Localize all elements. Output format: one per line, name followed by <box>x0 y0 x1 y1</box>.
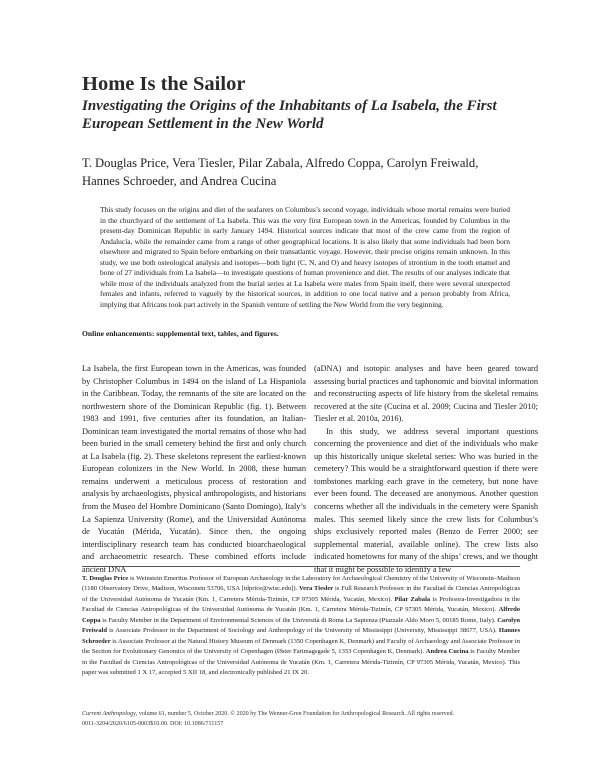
affiliation-text: is Weinstein Emeritus Professor of European Archaeology in the Laboratory for Archaeological Chemistry of the University of Wisconsin–Madison (1180 Observatory Drive, Madison, Wisconsin 53706, USA [tdprice@wisc.edu]). <box>82 575 520 593</box>
affiliation-name: Vera Tiesler <box>299 585 334 593</box>
body-column-right <box>314 363 538 576</box>
affiliation-text: is Faculty Member in the Facultad de Ciencias Antropológicas of the Universidad Autónoma de Yucatán (Km. 1, Carretera Mérida-Tizimín, CP 97305 Mérida, Yucatán, Mexico). This paper was submitted 1 X 17, accepted 5 XII 18, and electronically published 21 IX 20. <box>82 648 520 677</box>
affiliation-name: T. Douglas Price <box>82 575 129 582</box>
affiliation-text: is Associate Professor in the Department of Sociology and Anthropology of the University of Mississippi (University, Mississippi 38677, USA). <box>106 627 499 635</box>
journal-name: Current Anthropology <box>82 711 136 717</box>
paragraph: La Isabela, the first European town in the Americas, was founded by Christopher Columbus in 1494 on the island of La Hispaniola in the Caribbean. Today, the remnants of the site are located on the northwestern shore of the Dominican Republic (fig. 1). Between 1983 and 1991, five centuries after its foundation, an Italian-Dominican team investigated the mortal remains of those who had been buried in the small cemetery behind the first and only church at La Isabela (fig. 2). These skeletons represent the earliest-known European colonizers in the New World. In 2008, these human remains underwent a meticulous process of restoration and analysis by archaeologists, physical anthropologists, and historians from the Museo del Hombre Dominicano (Santo Domingo), Italy’s La Sapienza University (Rome), and the Universidad Autónoma de Yucatán (Mérida, Yucatán). Since then, the ongoing interdisciplinary research team has conducted bioarchaeological and archaeometric research. These combined efforts include ancient DNA <box>82 364 306 574</box>
author-line: Hannes Schroeder, and Andrea Cucina <box>82 174 277 188</box>
abstract: This study focuses on the origins and diet of the seafarers on Columbus’s second voyage, individuals whose mortal remains were buried in the churchyard of the settlement of La Isabela. This was the very first European town in the Americas, founded by Columbus in the present-day Dominican Republic in early January 1494. Historical sources indicate that most of the crew came from the region of Andalucía, while the remainder came from a range of other geographical locations. It is also likely that some individuals had been born elsewhere and migrated to Spain before embarking on their transatlantic voyage. However, their precise origins remain unknown. In this study, we use both osteological analysis and isotopes—both light (C, N, and O) and heavy isotopes of strontium in the tooth enamel and bone of 27 individuals from La Isabela—to investigate questions of human provenience and diet. The results of our analyses indicate that while most of the individuals analyzed from the burial series at La Isabela were males from Spain itself, there were several unexpected females and infants, referred to vaguely by the historical sources, in addition to one local native and a person probably from Africa, implying that Africans took part actively in the Spanish venture of settling the New World from the very beginning. <box>100 205 510 309</box>
article-subtitle: Investigating the Origins of the Inhabitants of La Isabela, the First European Settlement in the New World <box>82 98 497 132</box>
publication-line <box>82 710 522 720</box>
affiliation-text: is Faculty Member in the Department of Environmental Sciences of the Università di Roma La Sapienza (Piazzale Aldo Moro 5, 00185 Rome, Italy). <box>100 616 498 624</box>
author-list <box>82 154 522 190</box>
affiliation-name: Hannes Schroeder <box>82 627 520 645</box>
article-title: Home Is the Sailor <box>82 73 246 95</box>
publication-info <box>82 710 522 729</box>
affiliation-text: is Profesora-Investigadora in the Facultad de Ciencias Antropológicas of the Universidad Autónoma de Yucatán (Km. 1, Carretera Mérida-Tizimín, CP 97305 Mérida, Yucatán, Mexico). <box>82 595 521 614</box>
paragraph: In this study, we address several important questions concerning the provenience and diet of the individuals who make up this historically unique skeletal series: Who was buried in the cemetery? This would be a straightforward question if there were tombstones marking each grave in the cemetery, but none have ever been found. The deceased are anonymous. Another question concerns whether all the individuals in the cemetery were Spanish males. This seemed likely since the crew lists for Columbus’s ships exclusively reported males (Benzo de Ferrer 2000; see supplemental material, available online). The crew lists also indicated hometowns for many of the ships’ crews, and we thought that it might be possible to identify a few <box>314 426 538 574</box>
author-affiliations <box>82 574 520 679</box>
affiliation-name: Carolyn Freiwald <box>82 616 520 635</box>
footnote-divider <box>82 566 520 567</box>
affiliation-text: is Full Research Professor in the Facultad de Ciencias Antropológicas of the Universidad Autónoma de Yucatán (Km. 1, Carretera Mérida-Tizimín, CP 97305 Mérida, Yucatán, Mexico). <box>82 585 520 603</box>
body-column-left <box>82 363 306 576</box>
affiliation-name: Pilar Zabala <box>394 595 431 603</box>
affiliation-name: Alfredo Coppa <box>82 606 520 624</box>
affiliation-text: is Associate Professor at the Natural History Museum of Denmark (1350 Copenhagen K, Denmark) and Faculty of Archaeology and Associate Professor in the Section for Evolutionary Genomics of the University of Copenhagen (Øster Farimagsgade 5, 1353 Copenhagen K, Denmark). <box>82 637 520 656</box>
paragraph: (aDNA) and isotopic analyses and have been geared toward assessing burial practices and taphonomic and biovital information and reconstructing aspects of life history from the skeletal remains recovered at the site (Cucina et al. 2009; Cucina and Tiesler 2010; Tiesler et al. 2010a, 2016). <box>314 364 538 424</box>
affiliation-name: Andrea Cucina <box>425 648 469 656</box>
doi-line: 0011-3204/2020/6105-0003$10.00. DOI: 10.1086/711157 <box>82 720 224 727</box>
author-line: T. Douglas Price, Vera Tiesler, Pilar Zabala, Alfredo Coppa, Carolyn Freiwald, <box>82 156 479 170</box>
online-enhancements-note: Online enhancements: supplemental text, tables, and figures. <box>82 329 279 338</box>
publication-details: , volume 61, number 5, October 2020. © 2020 by The Wenner-Gren Foundation for Anthropological Research. All rights reserved. <box>135 711 455 717</box>
